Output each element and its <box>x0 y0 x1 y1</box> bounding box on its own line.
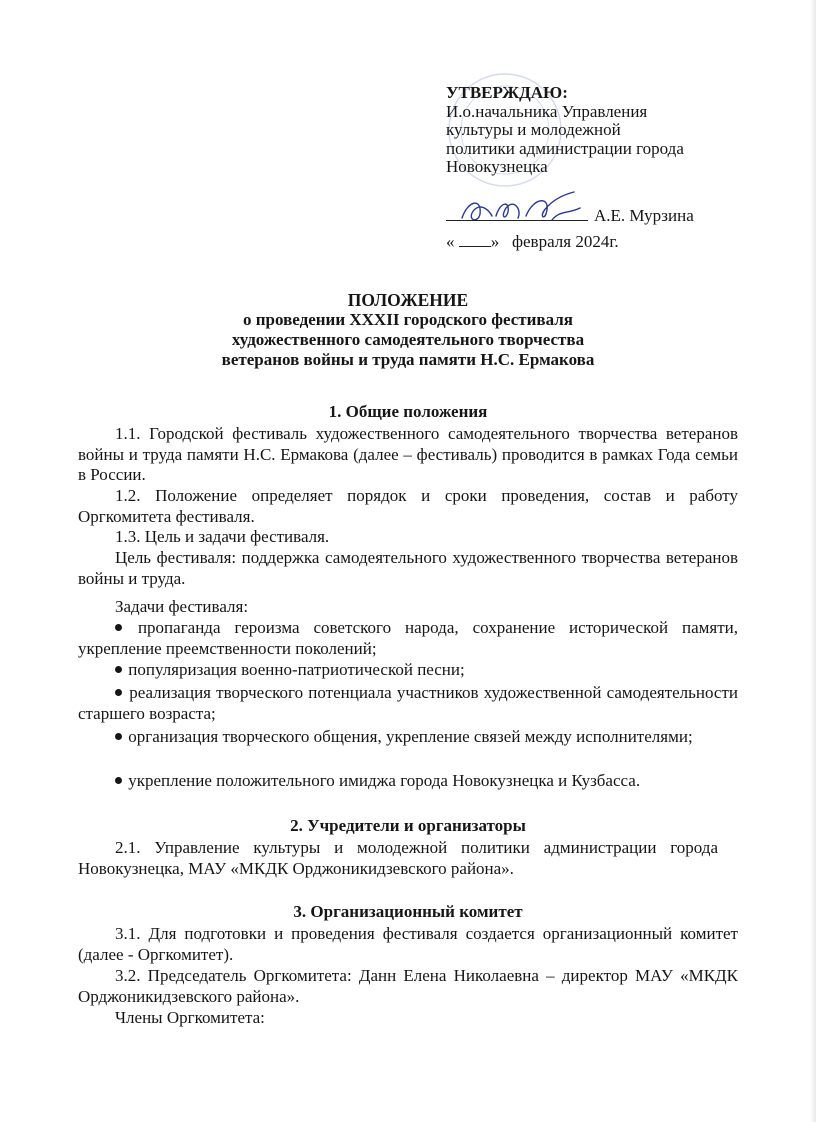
members-heading: Члены Оргкомитета: <box>115 1008 265 1027</box>
scan-edge <box>810 0 816 1122</box>
signer-name: А.Е. Мурзина <box>594 206 694 225</box>
date-month-year: февраля 2024г. <box>512 232 619 251</box>
approval-heading: УТВЕРЖДАЮ: <box>446 83 568 102</box>
signature-line <box>446 220 588 221</box>
signature <box>456 190 596 230</box>
paragraph-1-1: 1.1. Городской фестиваль художественного самодеятельного творчества ветеранов войны и труда памяти Н.С. Ермакова (далее – фестиваль) проводится в рамках Года семьи в России. <box>78 424 738 484</box>
goal-paragraph: Цель фестиваля: поддержка самодеятельного художественного творчества ветеранов войны и труда. <box>78 548 738 588</box>
section-1-heading: 1. Общие положения <box>328 402 488 421</box>
tasks-heading: Задачи фестиваля: <box>115 597 249 616</box>
approval-date <box>446 232 619 252</box>
bullet-dot-icon <box>115 689 122 696</box>
task-item: реализация творческого потенциала участников художественной самодеятельности старшего возраста; <box>78 683 739 723</box>
approval-block <box>446 84 684 177</box>
approval-line: И.о.начальника Управления <box>446 101 648 121</box>
task-item: организация творческого общения, укрепление связей между исполнителями; <box>78 727 738 748</box>
document-title <box>80 290 736 370</box>
approval-line: политики администрации города <box>446 138 684 158</box>
date-quote-close: » <box>490 232 500 251</box>
bullet-dot-icon <box>115 624 122 631</box>
paragraph-1-2: 1.2. Положение определяет порядок и сроки проведения, состав и работу Оргкомитета фестиваля. <box>78 486 738 526</box>
title-line: ветеранов войны и труда памяти Н.С. Ермакова <box>221 350 595 369</box>
title-line: художественного самодеятельного творчества <box>231 330 585 349</box>
bullet-dot-icon <box>115 777 122 784</box>
section-3-heading: 3. Организационный комитет <box>293 902 523 921</box>
title-main: ПОЛОЖЕНИЕ <box>347 290 469 310</box>
date-quote-open: « <box>446 232 455 251</box>
date-day-blank <box>459 246 491 247</box>
task-item: пропаганда героизма советского народа, сохранение исторической памяти, укрепление преемственности поколений; <box>78 618 739 658</box>
paragraph-3-1: 3.1. Для подготовки и проведения фестиваля создается организационный комитет (далее - Оргкомитет). <box>78 924 738 964</box>
title-line: о проведении XXXII городского фестиваля <box>243 310 573 329</box>
bullet-dot-icon <box>115 666 122 673</box>
section-2-heading: 2. Учредители и организаторы <box>290 816 526 835</box>
bullet-dot-icon <box>115 733 122 740</box>
paragraph-3-2: 3.2. Председатель Оргкомитета: Данн Елена Николаевна – директор МАУ «МКДК Орджоникидзевского района». <box>78 966 738 1006</box>
task-item: укрепление положительного имиджа города Новокузнецка и Кузбасса. <box>78 771 738 792</box>
approval-line: культуры и молодежной <box>446 120 621 139</box>
paragraph-2-1: 2.1. Управление культуры и молодежной политики администрации города Новокузнецка, МАУ «МКДК Орджоникидзевского района». <box>78 838 718 878</box>
approval-line: Новокузнецка <box>446 157 548 176</box>
paragraph-1-3: 1.3. Цель и задачи фестиваля. <box>115 527 330 546</box>
task-item: популяризация военно-патриотической песни; <box>78 660 738 681</box>
